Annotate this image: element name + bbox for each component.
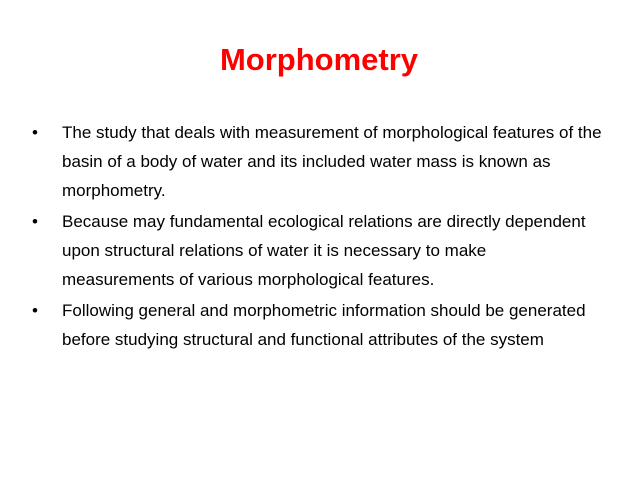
bullet-text: Because may fundamental ecological relations are directly dependent upon structural relations of water it is necessary to make measurements of various morphological features. xyxy=(62,212,586,289)
bullet-marker: • xyxy=(32,123,38,142)
bullet-item xyxy=(32,118,602,205)
bullet-list xyxy=(32,118,602,356)
slide-title: Morphometry xyxy=(219,42,419,77)
bullet-marker: • xyxy=(32,212,38,231)
bullet-item xyxy=(32,296,602,354)
bullet-item xyxy=(32,207,602,294)
bullet-text: The study that deals with measurement of morphological features of the basin of a body of water and its included water mass is known as morphometry. xyxy=(62,123,602,200)
bullet-marker: • xyxy=(32,301,38,320)
bullet-text: Following general and morphometric information should be generated before studying structural and functional attributes of the system xyxy=(62,301,586,349)
